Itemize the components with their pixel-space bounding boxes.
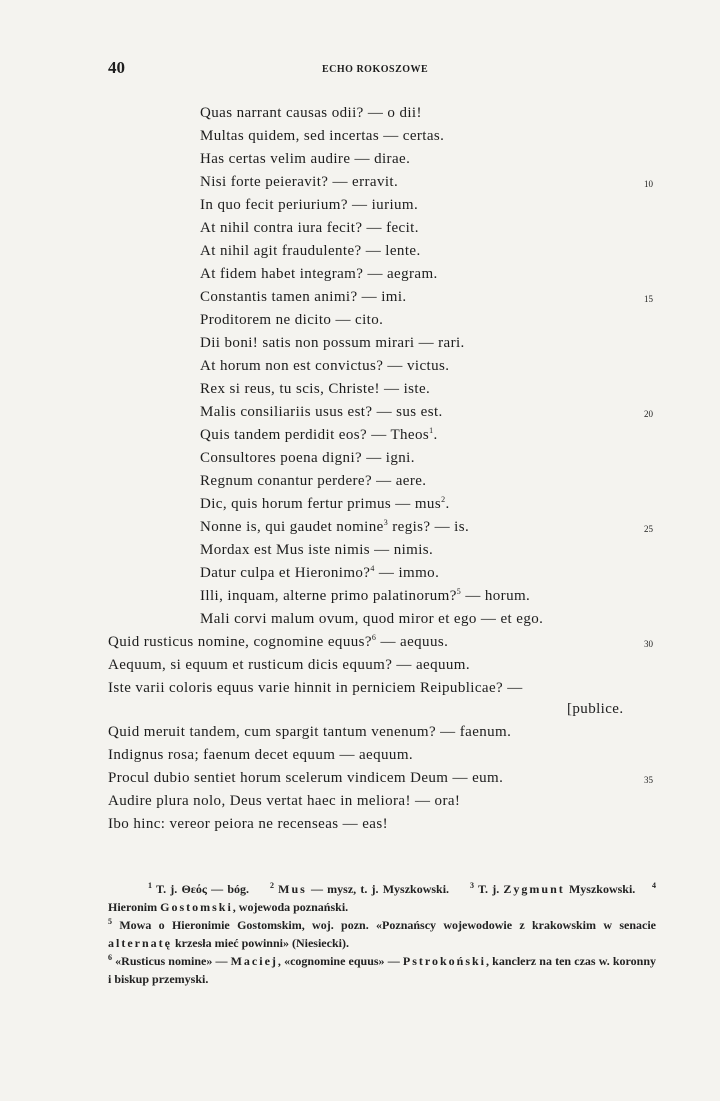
poem-line: Dii boni! satis non possum mirari — rari. — [200, 335, 465, 351]
poem-line: Nisi forte peieravit? — erravit. — [200, 174, 399, 190]
line-number: 30 — [644, 639, 653, 649]
footnote-6 — [108, 952, 656, 988]
poem-line: Malis consiliariis usus est? — sus est. — [200, 404, 443, 420]
footnote-spaced-word: Pstrokoński — [402, 954, 486, 968]
poem-line: Indignus rosa; faenum decet equum — aequum. — [108, 747, 414, 763]
poem-line: At fidem habet integram? — aegram. — [200, 266, 438, 282]
poem-line — [200, 586, 530, 606]
footnote-spaced-word: Gostomski — [160, 900, 233, 914]
poem-line: Multas quidem, sed incertas — certas. — [200, 128, 445, 144]
line-text: — aequus. — [376, 634, 449, 650]
footnote-ref: 3 — [383, 518, 389, 527]
line-number: 25 — [644, 524, 653, 534]
poem-line — [200, 563, 439, 583]
poem-line: Audire plura nolo, Deus vertat haec in meliora! — ora! — [108, 793, 461, 809]
poem-line: At nihil agit fraudulente? — lente. — [200, 243, 421, 259]
poem-line-continuation: [publice. — [567, 701, 624, 717]
footnote-mark: 3 — [469, 881, 474, 890]
footnote-mark: 5 — [108, 917, 112, 926]
footnote-ref: 4 — [370, 564, 375, 573]
footnote-ref: 1 — [429, 426, 434, 435]
footnote-text: «Rusticus nomine» — — [115, 954, 231, 968]
footnote-mark: 4 — [652, 881, 657, 890]
footnote-5 — [108, 916, 656, 952]
poem-line — [200, 517, 469, 537]
footnote-ref: 6 — [371, 633, 377, 642]
footnote-text: — mysz, t. j. Myszkowski. — [306, 882, 450, 896]
line-number: 20 — [644, 409, 653, 419]
line-text: Quis tandem perdidit eos? — Theos — [200, 427, 430, 443]
poem-line: At horum non est convictus? — victus. — [200, 358, 450, 374]
line-number: 10 — [644, 179, 653, 189]
poem-line: Proditorem ne dicito — cito. — [200, 312, 384, 328]
footnote-ref: 2 — [441, 495, 446, 504]
footnote-ref: 5 — [456, 587, 462, 596]
footnote-text: Myszkowski. — [564, 882, 636, 896]
line-text: Nonne is, qui gaudet nomine — [200, 519, 384, 535]
footnote-text: , «cognomine equus» — — [277, 954, 403, 968]
footnote-text: T. j. — [477, 882, 500, 896]
poem-line: Constantis tamen animi? — imi. — [200, 289, 407, 305]
line-text: . — [445, 496, 450, 512]
line-text: — immo. — [374, 565, 440, 581]
line-text: regis? — is. — [388, 519, 470, 535]
poem-line: Mordax est Mus iste nimis — nimis. — [200, 542, 434, 558]
poem-line: Rex si reus, tu scis, Christe! — iste. — [200, 381, 431, 397]
line-text: Illi, inquam, alterne primo palatinorum? — [200, 588, 457, 604]
footnote-text: Mowa o Hieronimie Gostomskim, woj. pozn. «Poznańscy wojewodowie z krakowskim w senacie — [119, 918, 656, 932]
poem-line — [108, 632, 448, 652]
line-text: — horum. — [461, 588, 531, 604]
poem-line: Has certas velim audire — dirae. — [200, 151, 411, 167]
footnote-spaced-word: Zygmunt — [503, 882, 565, 896]
line-number: 15 — [644, 294, 653, 304]
poem-line: In quo fecit periurium? — iurium. — [200, 197, 419, 213]
page-number: 40 — [108, 58, 125, 77]
line-text: Datur culpa et Hieronimo? — [200, 565, 371, 581]
poem-line — [200, 425, 438, 445]
line-text: Dic, quis horum fertur primus — mus — [200, 496, 442, 512]
footnote-1-3 — [108, 880, 656, 916]
footnote-text: Hieronim — [108, 900, 161, 914]
poem-line: Ibo hinc: vereor peiora ne recenseas — eas! — [108, 816, 388, 832]
line-number: 35 — [644, 775, 653, 785]
running-head: ECHO ROKOSZOWE — [322, 64, 429, 75]
poem-line — [200, 494, 450, 514]
poem-line: Procul dubio sentiet horum scelerum vindicem Deum — eum. — [108, 770, 504, 786]
footnote-text: T. j. Θεός — bóg. — [155, 882, 250, 896]
line-text: Quid rusticus nomine, cognomine equus? — [108, 634, 372, 650]
poem-line: Mali corvi malum ovum, quod miror et ego — et ego. — [200, 611, 544, 627]
footnote-spaced-word: Maciej — [230, 954, 278, 968]
footnote-mark: 6 — [108, 953, 112, 962]
poem-line: Iste varii coloris equus varie hinnit in perniciem Reipublicae? — — [108, 680, 523, 696]
poem-line: Quas narrant causas odii? — o dii! — [200, 105, 422, 121]
poem-line: Aequum, si equum et rusticum dicis equum? — aequum. — [108, 657, 471, 673]
footnotes — [108, 880, 656, 988]
footnote-mark: 1 — [148, 881, 152, 890]
poem-line: At nihil contra iura fecit? — fecit. — [200, 220, 419, 236]
footnote-mark: 2 — [269, 881, 274, 890]
line-text: . — [433, 427, 438, 443]
poem-line: Consultores poena digni? — igni. — [200, 450, 415, 466]
footnote-text: , kanclerz na ten czas w. koronny i biskup przemyski. — [108, 954, 656, 986]
poem-line: Regnum conantur perdere? — aere. — [200, 473, 427, 489]
footnote-spaced-word: alternatę — [108, 936, 172, 950]
poem-line: Quid meruit tandem, cum spargit tantum venenum? — faenum. — [108, 724, 512, 740]
footnote-text: krzesła mieć powinni» (Niesiecki). — [171, 936, 349, 950]
footnote-text: , wojewoda poznański. — [232, 900, 349, 914]
footnote-spaced-word: Mus — [278, 882, 307, 896]
